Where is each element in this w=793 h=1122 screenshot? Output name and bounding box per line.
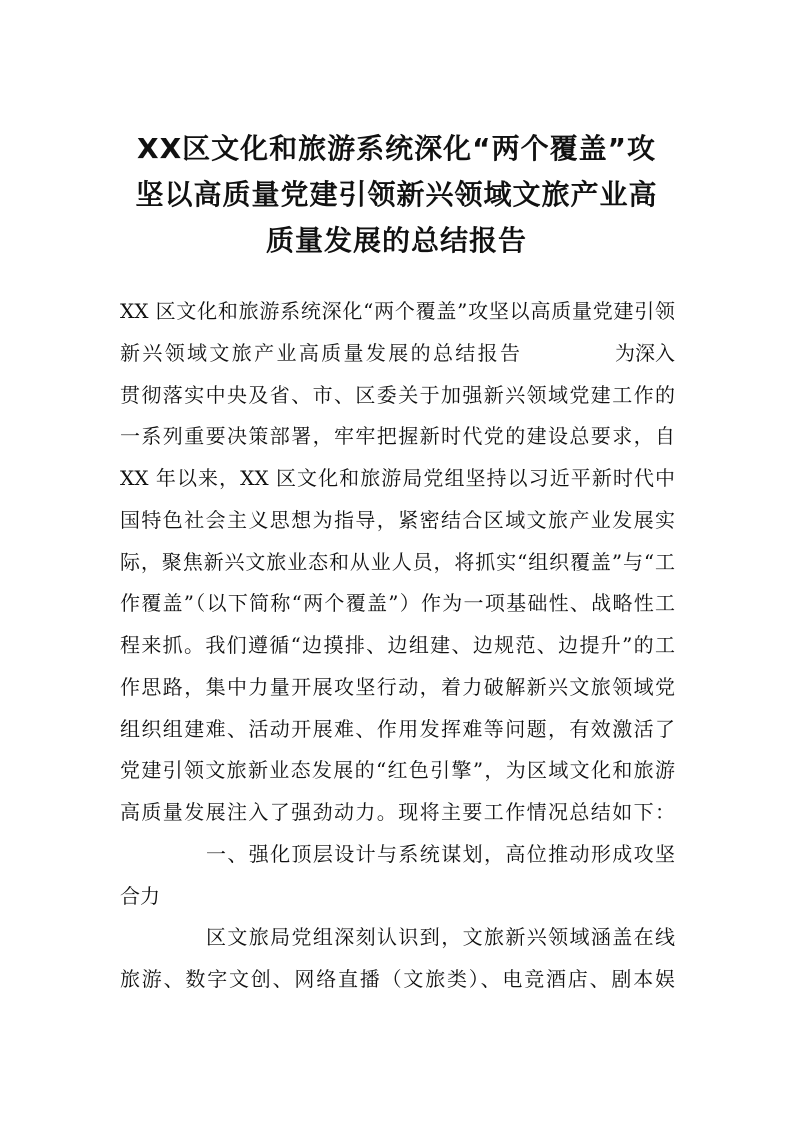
title-line: 质量发展的总结报告 bbox=[265, 224, 527, 257]
body-line: 程来抓。我们遵循“边摸排、边组建、边规范、边提升”的工 bbox=[120, 633, 675, 657]
document-title bbox=[90, 126, 703, 264]
body-line bbox=[120, 333, 675, 375]
title-line: 坚以高质量党建引领新兴领域文旅产业高 bbox=[135, 178, 658, 211]
section-heading: 一、强化顶层设计与系统谋划，高位推动形成攻坚 bbox=[206, 841, 675, 866]
body-line: XX 区文化和旅游系统深化“两个覆盖”攻坚以高质量党建引领 bbox=[120, 299, 675, 323]
body-line: 际，聚焦新兴文旅业态和从业人员，将抓实“组织覆盖”与“工 bbox=[120, 549, 675, 574]
body-line: 作覆盖”（以下简称“两个覆盖”）作为一项基础性、战略性工 bbox=[120, 591, 675, 616]
title-line: XX区文化和旅游系统深化“两个覆盖”攻 bbox=[137, 132, 656, 165]
body-line: 旅游、数字文创、网络直播（文旅类）、电竞酒店、剧本娱 bbox=[120, 967, 675, 991]
body-line: 党建引领文旅新业态发展的“红色引擎”，为区域文化和旅游 bbox=[120, 758, 675, 783]
body-line: 国特色社会主义思想为指导，紧密结合区域文旅产业发展实 bbox=[120, 507, 675, 532]
body-line: 一系列重要决策部署，牢牢把握新时代党的建设总要求，自 bbox=[120, 424, 675, 449]
section-heading-cont: 合力 bbox=[120, 883, 160, 908]
body-line: 贯彻落实中央及省、市、区委关于加强新兴领域党建工作的 bbox=[120, 382, 675, 407]
body-line-right: 为深入 bbox=[615, 340, 675, 365]
document-body bbox=[120, 291, 675, 1001]
body-line-left: 新兴领域文旅产业高质量发展的总结报告 bbox=[120, 340, 520, 365]
body-line: 高质量发展注入了强劲动力。现将主要工作情况总结如下： bbox=[120, 800, 675, 824]
body-line: 区文旅局党组深刻认识到，文旅新兴领域涵盖在线 bbox=[206, 925, 675, 950]
body-line: XX 年以来，XX 区文化和旅游局党组坚持以习近平新时代中 bbox=[120, 466, 675, 490]
body-line: 组织组建难、活动开展难、作用发挥难等问题，有效激活了 bbox=[120, 716, 675, 741]
body-line: 作思路，集中力量开展攻坚行动，着力破解新兴文旅领域党 bbox=[120, 674, 675, 699]
